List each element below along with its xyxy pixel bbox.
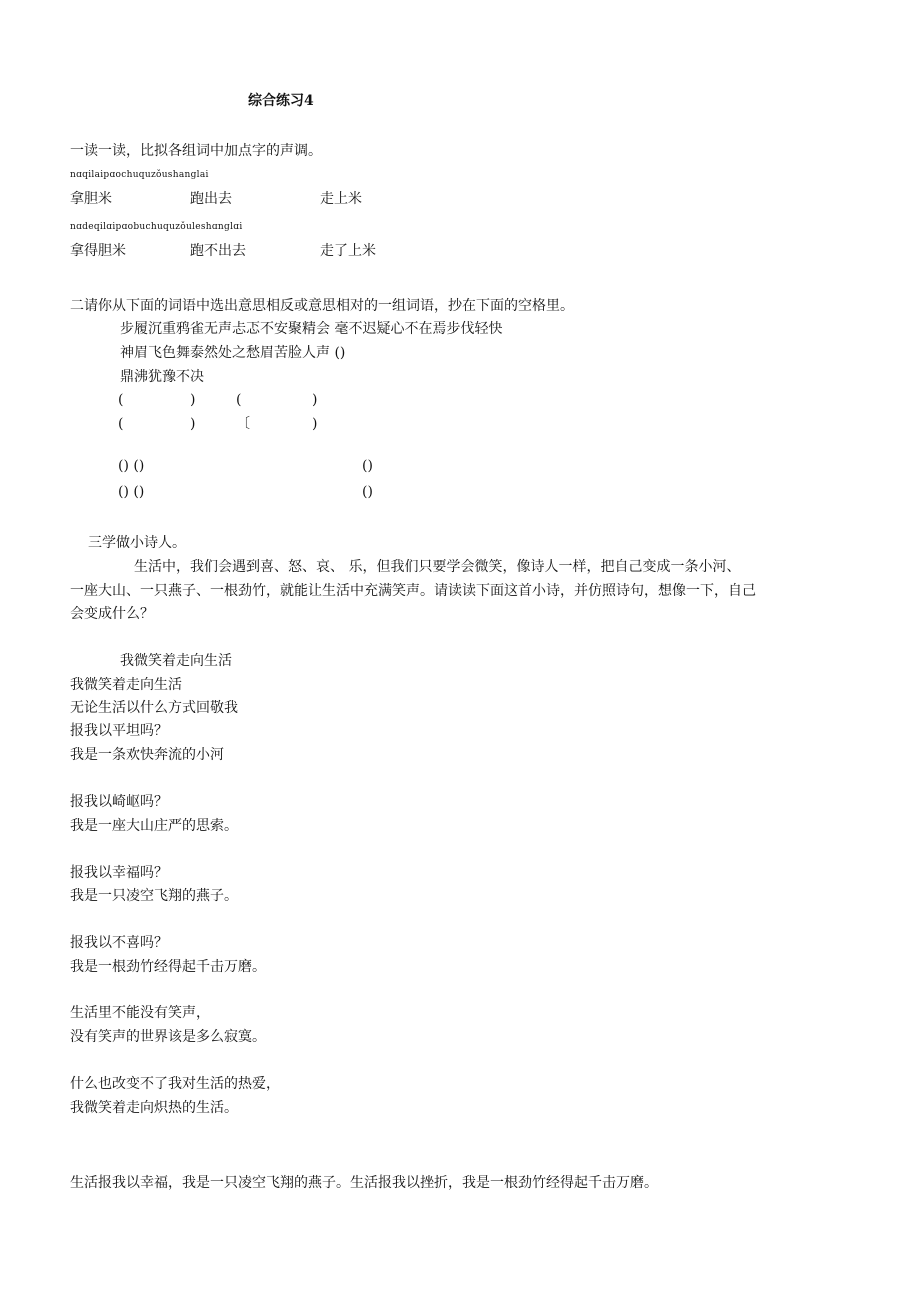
blank-paren: ( xyxy=(118,392,124,408)
blank-paren: () () xyxy=(118,484,145,500)
blank-paren: ) xyxy=(190,392,196,408)
word-item: 走了上米 xyxy=(320,243,376,259)
paragraph-line: 一座大山、一只燕子、一根劲竹，就能让生活中充满笑声。请读读下面这首小诗，并仿照诗句，想像一下，自己 xyxy=(70,583,756,599)
poem-line: 我是一座大山庄严的思索。 xyxy=(70,818,238,834)
poem-line: 我是一条欢快奔流的小河 xyxy=(70,747,224,763)
word-item: 走上米 xyxy=(320,191,362,207)
poem-line: 没有笑声的世界该是多么寂寞。 xyxy=(70,1029,266,1045)
poem-line: 无论生活以什么方式回敬我 xyxy=(70,700,238,716)
poem-line: 报我以不喜吗？ xyxy=(70,935,168,951)
word-item: 跑出去 xyxy=(190,191,232,207)
blank-paren: ) xyxy=(312,392,318,408)
poem-line: 生活里不能没有笑声， xyxy=(70,1005,210,1021)
blank-paren: () () xyxy=(118,458,145,474)
word-item: 拿胆米 xyxy=(70,191,112,207)
word-bank-line: 步履沉重鸦雀无声忐忑不安聚精会 毫不迟疑心不在焉步伐轻快 xyxy=(120,321,503,337)
section1-instruction: 一读一读，比拟各组词中加点字的声调。 xyxy=(70,143,322,159)
pinyin-line-1: nɑqilaipɑochuquzǒushanglai xyxy=(70,170,209,180)
poem-line: 什么也改变不了我对生活的热爱， xyxy=(70,1076,280,1092)
blank-paren: ( xyxy=(236,392,242,408)
section3-heading: 三学做小诗人。 xyxy=(88,535,186,551)
poem-line: 报我以崎岖吗？ xyxy=(70,794,168,810)
word-bank-line: 鼎沸犹豫不决 xyxy=(120,369,204,385)
blank-paren: 〔 xyxy=(236,416,250,432)
poem-line: 我是一只凌空飞翔的燕子。 xyxy=(70,888,238,904)
pinyin-line-2: nɑdeqilɑipɑobuchuquzǒuleshɑnglɑi xyxy=(70,222,243,232)
poem-line: 报我以平坦吗？ xyxy=(70,723,168,739)
blank-paren: () xyxy=(362,458,373,474)
section2-instruction: 二请你从下面的词语中选出意思相反或意思相对的一组词语，抄在下面的空格里。 xyxy=(70,298,574,314)
paragraph-line: 生活中，我们会遇到喜、怒、哀、 乐，但我们只要学会微笑，像诗人一样，把自己变成一条小河、 xyxy=(134,559,741,575)
word-item: 跑不出去 xyxy=(190,243,246,259)
blank-paren: ) xyxy=(190,416,196,432)
blank-paren: ( xyxy=(118,416,124,432)
poem-title: 我微笑着走向生活 xyxy=(120,653,232,669)
page-title: 综合练习4 xyxy=(248,93,314,109)
answer-text: 生活报我以幸福，我是一只凌空飞翔的燕子。生活报我以挫折，我是一根劲竹经得起千击万磨。 xyxy=(70,1175,658,1191)
blank-paren: () xyxy=(362,484,373,500)
paragraph-line: 会变成什么？ xyxy=(70,606,154,622)
poem-line: 我是一根劲竹经得起千击万磨。 xyxy=(70,959,266,975)
word-bank-line: 神眉飞色舞泰然处之愁眉苦脸人声 () xyxy=(120,345,346,361)
word-item: 拿得胆米 xyxy=(70,243,126,259)
poem-line: 我微笑着走向炽热的生活。 xyxy=(70,1100,238,1116)
poem-line: 报我以幸福吗？ xyxy=(70,865,168,881)
poem-line: 我微笑着走向生活 xyxy=(70,677,182,693)
blank-paren: ) xyxy=(312,416,318,432)
